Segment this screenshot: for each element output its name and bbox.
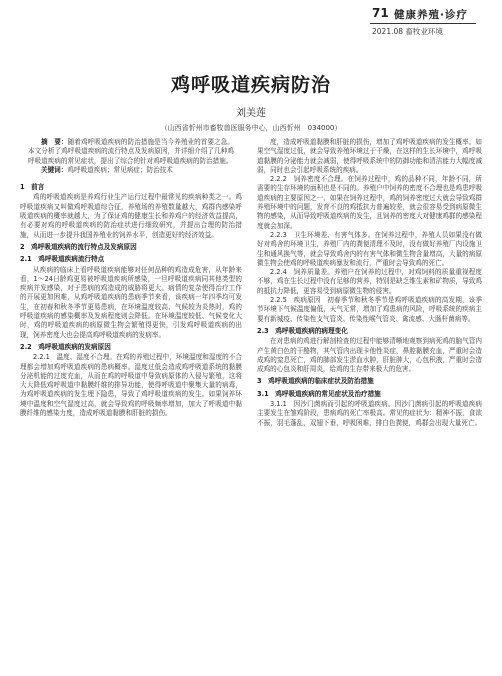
left-column xyxy=(20,138,242,418)
right-column xyxy=(257,138,482,428)
keywords-label: 关键词： xyxy=(41,165,68,174)
right-body xyxy=(257,138,482,428)
section-heading: 1 前言 xyxy=(20,183,45,192)
body-paragraph: 2.2.1 温度、湿度不合理。在鸡的养殖过程中，环境温度和湿度的不合理都会增加鸡呼吸道疾病的患病概率。湿度过低会造成鸡呼吸道系统的黏膜分泌机能的过度充血，从而在鸡的呼吸道中导致病原体的入侵与繁殖，这将大大降低鸡呼吸道中黏膜纤维的排异功能，使得呼吸道中聚集大量的病毒，为鸡呼吸道疾病的发生埋下隐患，导致了鸡呼吸道疾病的发生。如果饲养环境中温度和空气湿度过高，就会导致鸡的呼吸频率增加，加大了呼吸道中黏膜纤维的感染力度，造成呼吸道黏膜和肝脏的损伤。 xyxy=(20,353,242,418)
author-name: 刘美莲 xyxy=(236,108,266,119)
section-heading: 3 鸡呼吸道疾病的临床症状及防治措施 xyxy=(257,377,374,386)
body-paragraph: 2.2.2 饲养密度不合理。在饲养过程中，鸡的品种不同，年龄不同，所需要的生存环境的面积也是不同的。养殖户中饲养的密度不合理也是鸡患呼吸道疾病的主要原因之一，如果在饲养过程中，鸡的饲养密度过大就会导致鸡群养殖环境中的问题，发育不良的鸡抵抗力普遍较差，就会很容易受到病原微生物的感染，从而导致呼吸道疾病的发生，且饲养的密度大对健康鸡群的感染程度就会加深。 xyxy=(257,175,482,230)
section-heading: 2 鸡呼吸道疾病的流行特点及发病原因 xyxy=(20,242,137,251)
body-paragraph: 2.2.4 饲养质量差。养殖户在饲养的过程中，对鸡饲料的质量重视程度不够，鸡在生长过程中没有足够的营养，特别是缺乏维生素和矿物质，导致鸡的抵抗力降低，更容易受到病原微生物的侵害。 xyxy=(257,268,482,295)
body-paragraph: 2.2.3 卫生环境差、有害气体多。在饲养过程中，养殖人员如果没有做好对鸡舍的环境卫生，养殖厂内的粪便清理不及时，没有做好养殖厂内设施卫生和通风换气等，就会导致鸡舍内的有害气体和微生物含量增高，大量的病原微生物会使鸡的呼吸道疾病暴发和流行，严重时会导致鸡的死亡。 xyxy=(257,230,482,267)
section-heading: 3.1 鸡呼吸道疾病的常见症状及治疗措施 xyxy=(257,389,381,398)
body-paragraph: 鸡的呼吸道疾病是养鸡行业生产运行过程中最常见的疾病种类之一。鸡呼吸道疾病又叫做鸡呼吸道综合征，养殖场的养殖数量越大，鸡群内感染呼吸道疾病的概率就越大，为了保证鸡的健康生长和养鸡户的经济效益提高，有必要对鸡的呼吸道疾病的防治症状进行细致研究，并提出合理的防治措施，从而进一步提升我国养殖业的饲养水平，创造更好的经济效益。 xyxy=(20,193,242,239)
abstract-label: 摘 要： xyxy=(41,138,68,146)
abstract-text: 随着鸡呼吸道疾病的防治措施是当今养殖业的首要之急。本文分析了鸡呼吸道疾病的流行特点及发病原因，并详细介绍了几种鸡呼吸道疾病的常见症状，提出了综合的针对鸡呼吸道疾病的防治措施。 xyxy=(28,138,235,165)
journal-title: 健康养殖·诊疗 xyxy=(394,9,468,21)
left-body xyxy=(20,183,242,418)
keywords-text: 鸡呼吸道疾病；常见病症；防治技术 xyxy=(67,165,173,174)
section-heading: 2.1 鸡呼吸道疾病流行特点 xyxy=(20,255,105,264)
abstract xyxy=(20,138,242,175)
page-number: 71 xyxy=(372,6,389,20)
body-paragraph: 在对患病的鸡进行解剖检查的过程中能够清晰地观察到病死鸡的脑气管内产生黄白色的干酪物，其气管内出现卡他性炎症，鼻腔黏膜充血，严重时会造成鸡的窒息死亡，鸡的肺部发生淤血水肿，肝脏肿大，心包积液，严重时会造成鸡的心包炎和肝周炎，给鸡的生存带来极大的危害。 xyxy=(257,337,482,374)
author-affiliation: （山西省忻州市畜牧兽医服务中心，山西忻州 034000） xyxy=(160,124,342,132)
section-heading: 2.2 鸡呼吸道疾病的发病原因 xyxy=(20,342,111,351)
article-title: 鸡呼吸道疾病防治 xyxy=(170,74,331,96)
body-paragraph: 2.2.5 疾病原因 初春季节和秋冬季节是鸡呼吸道疾病的高发期，该季节环境下气候温度偏低，天气无常，增加了鸡患病的风险，呼吸系统的疾病主要有新城疫、传染性支气管炎、传染性喉气管炎、禽流感、大肠杆菌病等。 xyxy=(257,296,482,323)
abstract-paragraph xyxy=(28,138,234,166)
keywords-paragraph xyxy=(28,166,234,175)
section-heading: 2.3 鸡呼吸道疾病的病理变化 xyxy=(257,326,348,335)
header-rule xyxy=(370,23,476,24)
issue-label: 2021.08 畜牧业环境 xyxy=(372,27,443,36)
body-paragraph: 从疾病的临床上看呼吸道疾病能够对任何品种的鸡造成危害，从年龄来看，1～24日龄鸡更易被呼吸道疾病所感染，一旦呼吸道疾病同其他类型的疾病并发感染，对于患病的鸡造成的威胁将更大。病情的复杂使得治疗工作的开展更加困难，从鸡呼吸道疾病的患病季节来看，该疾病一年四季均可发生，在初春和秋冬季节更易患病，在环境温度较高、气候较为炎热时，鸡的呼吸道疾病的感染概率及发病程度则会降低。在环境温度较低、气候变化大时，鸡的呼吸道疾病的病原微生物会繁殖得更快，引发鸡呼吸道疾病的出现，饲养密度大也会提高鸡呼吸道疾病的发病率。 xyxy=(20,265,242,339)
body-paragraph: 度，造成呼吸道黏膜和肝脏的损伤，增加了鸡呼吸道疾病的发生概率。如果空气湿度过低，就会导致养殖环境过于干燥，在这样的生长环境中，鸡呼吸道黏膜的分泌能力就会减弱，使得呼吸系统中的防御功能和清洁能力大幅度减弱，同时也会引起呼吸系统的疾病。 xyxy=(257,138,482,174)
body-paragraph: 3.1.1 因沙门菌病而引起的呼吸道疾病。因沙门菌病引起的呼吸道疾病主要发生在雏鸡阶段，患病鸡的死亡率极高。常见的症状为：精神不振，食欲不振，羽毛蓬乱，双翅下垂，呼吸困难，排白色粪便，鸡群会出现大量死亡。 xyxy=(257,400,482,427)
